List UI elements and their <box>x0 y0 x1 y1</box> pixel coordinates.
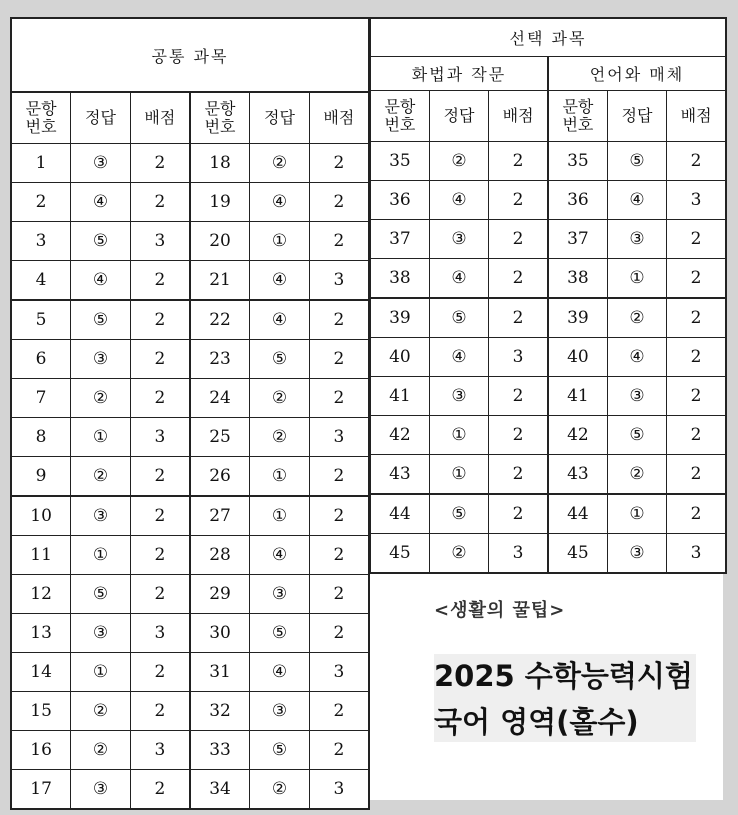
common-title: 공통 과목 <box>11 18 369 92</box>
cell-question-no: 33 <box>190 731 250 770</box>
cell-answer: ② <box>250 144 310 183</box>
cell-answer: ⑤ <box>71 222 131 261</box>
cell-answer: ② <box>607 298 666 338</box>
table-row <box>11 418 369 457</box>
cell-points: 2 <box>309 575 369 614</box>
exam-title-line2: 국어 영역(홀수) <box>434 705 639 739</box>
cell-points: 3 <box>309 653 369 692</box>
cell-points: 2 <box>130 575 190 614</box>
cell-question-no: 5 <box>11 300 71 340</box>
cell-points: 2 <box>130 457 190 497</box>
cell-points: 3 <box>309 770 369 810</box>
cell-points: 2 <box>130 144 190 183</box>
cell-points: 2 <box>309 457 369 497</box>
cell-answer: ③ <box>607 377 666 416</box>
cell-question-no: 14 <box>11 653 71 692</box>
cell-answer: ① <box>71 653 131 692</box>
table-row <box>11 496 369 536</box>
table-row <box>370 494 726 534</box>
table-row <box>11 692 369 731</box>
cell-points: 2 <box>667 259 726 299</box>
cell-question-no: 25 <box>190 418 250 457</box>
cell-points: 3 <box>130 418 190 457</box>
cell-answer: ③ <box>71 144 131 183</box>
cell-question-no: 42 <box>370 416 429 455</box>
cell-answer: ⑤ <box>250 340 310 379</box>
cell-question-no: 18 <box>190 144 250 183</box>
header-question-no: 문항 번호 <box>370 91 429 142</box>
cell-question-no: 23 <box>190 340 250 379</box>
cell-question-no: 10 <box>11 496 71 536</box>
cell-points: 2 <box>667 494 726 534</box>
cell-points: 2 <box>309 496 369 536</box>
cell-question-no: 42 <box>548 416 607 455</box>
cell-answer: ③ <box>429 220 488 259</box>
cell-answer: ③ <box>250 575 310 614</box>
cell-answer: ⑤ <box>250 614 310 653</box>
cell-points: 2 <box>309 379 369 418</box>
cell-question-no: 8 <box>11 418 71 457</box>
cell-points: 3 <box>667 181 726 220</box>
cell-answer: ① <box>607 259 666 299</box>
cell-question-no: 40 <box>370 338 429 377</box>
cell-question-no: 2 <box>11 183 71 222</box>
cell-question-no: 37 <box>548 220 607 259</box>
cell-question-no: 16 <box>11 731 71 770</box>
cell-answer: ② <box>71 731 131 770</box>
cell-question-no: 29 <box>190 575 250 614</box>
table-row <box>11 614 369 653</box>
cell-answer: ⑤ <box>429 298 488 338</box>
cell-points: 2 <box>309 183 369 222</box>
cell-answer: ④ <box>607 181 666 220</box>
cell-question-no: 1 <box>11 144 71 183</box>
cell-answer: ④ <box>250 536 310 575</box>
cell-question-no: 28 <box>190 536 250 575</box>
cell-question-no: 35 <box>370 142 429 181</box>
cell-points: 2 <box>489 259 548 299</box>
cell-points: 2 <box>667 416 726 455</box>
cell-question-no: 13 <box>11 614 71 653</box>
cell-answer: ⑤ <box>429 494 488 534</box>
cell-points: 2 <box>130 340 190 379</box>
header-points: 배점 <box>130 92 190 144</box>
cell-question-no: 38 <box>370 259 429 299</box>
table-row <box>370 338 726 377</box>
exam-title-line1: 2025 수학능력시험 <box>434 659 693 693</box>
cell-question-no: 38 <box>548 259 607 299</box>
header-answer: 정답 <box>250 92 310 144</box>
cell-points: 2 <box>309 340 369 379</box>
subject-speech-writing: 화법과 작문 <box>370 57 548 91</box>
cell-question-no: 17 <box>11 770 71 810</box>
cell-points: 2 <box>489 416 548 455</box>
cell-answer: ① <box>429 416 488 455</box>
header-answer: 정답 <box>607 91 666 142</box>
cell-points: 2 <box>309 536 369 575</box>
table-row <box>370 377 726 416</box>
cell-points: 2 <box>309 614 369 653</box>
table-row <box>370 455 726 495</box>
cell-points: 3 <box>130 731 190 770</box>
header-points: 배점 <box>667 91 726 142</box>
cell-points: 2 <box>130 300 190 340</box>
cell-answer: ④ <box>607 338 666 377</box>
cell-answer: ① <box>250 457 310 497</box>
cell-answer: ① <box>607 494 666 534</box>
table-row <box>11 379 369 418</box>
cell-question-no: 44 <box>370 494 429 534</box>
cell-question-no: 45 <box>370 534 429 574</box>
table-row <box>11 536 369 575</box>
cell-points: 2 <box>130 379 190 418</box>
header-answer: 정답 <box>429 91 488 142</box>
cell-question-no: 27 <box>190 496 250 536</box>
cell-question-no: 34 <box>190 770 250 810</box>
cell-points: 2 <box>667 338 726 377</box>
cell-question-no: 31 <box>190 653 250 692</box>
elective-title-row <box>370 18 726 57</box>
cell-answer: ④ <box>71 183 131 222</box>
cell-question-no: 19 <box>190 183 250 222</box>
cell-points: 2 <box>667 377 726 416</box>
table-row <box>11 653 369 692</box>
cell-points: 3 <box>309 261 369 301</box>
common-header-row <box>11 92 369 144</box>
cell-points: 2 <box>489 142 548 181</box>
cell-points: 2 <box>130 261 190 301</box>
cell-answer: ④ <box>250 261 310 301</box>
cell-points: 2 <box>130 770 190 810</box>
cell-points: 3 <box>130 222 190 261</box>
header-question-no: 문항 번호 <box>548 91 607 142</box>
cell-question-no: 6 <box>11 340 71 379</box>
cell-question-no: 11 <box>11 536 71 575</box>
cell-answer: ③ <box>71 340 131 379</box>
cell-points: 2 <box>309 144 369 183</box>
cell-answer: ③ <box>71 614 131 653</box>
cell-points: 3 <box>489 338 548 377</box>
table-row <box>370 534 726 574</box>
tip-label: <생활의 꿀팁> <box>434 600 566 621</box>
cell-answer: ① <box>250 496 310 536</box>
cell-question-no: 41 <box>548 377 607 416</box>
cell-question-no: 45 <box>548 534 607 574</box>
cell-answer: ⑤ <box>71 575 131 614</box>
cell-points: 3 <box>130 614 190 653</box>
cell-points: 2 <box>309 692 369 731</box>
cell-question-no: 9 <box>11 457 71 497</box>
cell-points: 2 <box>489 494 548 534</box>
cell-answer: ② <box>250 770 310 810</box>
header-answer: 정답 <box>71 92 131 144</box>
table-row <box>370 181 726 220</box>
cell-question-no: 7 <box>11 379 71 418</box>
cell-points: 2 <box>489 455 548 495</box>
cell-question-no: 41 <box>370 377 429 416</box>
cell-answer: ③ <box>71 770 131 810</box>
cell-answer: ⑤ <box>71 300 131 340</box>
cell-answer: ④ <box>429 259 488 299</box>
cell-answer: ③ <box>71 496 131 536</box>
cell-answer: ④ <box>250 300 310 340</box>
table-row <box>370 142 726 181</box>
cell-question-no: 43 <box>370 455 429 495</box>
table-row <box>11 261 369 301</box>
cell-answer: ④ <box>429 338 488 377</box>
cell-question-no: 24 <box>190 379 250 418</box>
cell-points: 2 <box>309 731 369 770</box>
cell-question-no: 15 <box>11 692 71 731</box>
elective-subject-table <box>369 17 727 574</box>
cell-answer: ⑤ <box>607 416 666 455</box>
header-points: 배점 <box>309 92 369 144</box>
cell-answer: ④ <box>250 183 310 222</box>
cell-question-no: 26 <box>190 457 250 497</box>
cell-question-no: 21 <box>190 261 250 301</box>
cell-points: 2 <box>489 181 548 220</box>
header-points: 배점 <box>489 91 548 142</box>
cell-points: 2 <box>667 220 726 259</box>
table-row <box>11 457 369 497</box>
cell-answer: ④ <box>71 261 131 301</box>
cell-question-no: 39 <box>548 298 607 338</box>
cell-question-no: 30 <box>190 614 250 653</box>
cell-question-no: 37 <box>370 220 429 259</box>
elective-title: 선택 과목 <box>370 18 726 57</box>
cell-answer: ③ <box>607 534 666 574</box>
cell-points: 2 <box>667 455 726 495</box>
table-row <box>11 144 369 183</box>
cell-answer: ③ <box>607 220 666 259</box>
table-row <box>370 416 726 455</box>
subject-language-media: 언어와 매체 <box>548 57 726 91</box>
cell-points: 2 <box>130 183 190 222</box>
cell-answer: ⑤ <box>607 142 666 181</box>
cell-points: 2 <box>130 692 190 731</box>
header-question-no: 문항 번호 <box>11 92 71 144</box>
table-row <box>370 259 726 299</box>
cell-points: 2 <box>489 298 548 338</box>
cell-answer: ② <box>71 379 131 418</box>
cell-question-no: 3 <box>11 222 71 261</box>
cell-points: 2 <box>130 536 190 575</box>
cell-question-no: 44 <box>548 494 607 534</box>
cell-question-no: 4 <box>11 261 71 301</box>
cell-points: 3 <box>489 534 548 574</box>
header-question-no: 문항 번호 <box>190 92 250 144</box>
cell-points: 3 <box>667 534 726 574</box>
cell-answer: ④ <box>429 181 488 220</box>
cell-points: 2 <box>489 377 548 416</box>
cell-answer: ④ <box>250 653 310 692</box>
cell-points: 2 <box>667 298 726 338</box>
cell-question-no: 32 <box>190 692 250 731</box>
cell-question-no: 12 <box>11 575 71 614</box>
elective-header-row <box>370 91 726 142</box>
cell-answer: ② <box>250 418 310 457</box>
cell-answer: ② <box>250 379 310 418</box>
cell-answer: ② <box>607 455 666 495</box>
table-row <box>11 770 369 810</box>
cell-answer: ③ <box>250 692 310 731</box>
cell-answer: ② <box>71 457 131 497</box>
cell-answer: ② <box>71 692 131 731</box>
cell-question-no: 39 <box>370 298 429 338</box>
cell-answer: ⑤ <box>250 731 310 770</box>
table-row <box>11 222 369 261</box>
cell-answer: ① <box>250 222 310 261</box>
common-subject-table <box>10 17 370 810</box>
cell-points: 2 <box>489 220 548 259</box>
table-row <box>11 300 369 340</box>
cell-points: 2 <box>309 300 369 340</box>
cell-points: 2 <box>130 496 190 536</box>
cell-answer: ② <box>429 142 488 181</box>
elective-subjects-row <box>370 57 726 91</box>
cell-answer: ① <box>71 418 131 457</box>
cell-question-no: 36 <box>548 181 607 220</box>
cell-answer: ① <box>71 536 131 575</box>
cell-question-no: 20 <box>190 222 250 261</box>
cell-answer: ③ <box>429 377 488 416</box>
cell-points: 2 <box>667 142 726 181</box>
cell-points: 2 <box>130 653 190 692</box>
cell-points: 2 <box>309 222 369 261</box>
cell-points: 3 <box>309 418 369 457</box>
table-row <box>11 731 369 770</box>
cell-answer: ② <box>429 534 488 574</box>
table-row <box>11 575 369 614</box>
cell-question-no: 35 <box>548 142 607 181</box>
table-row <box>370 298 726 338</box>
table-row <box>11 183 369 222</box>
cell-question-no: 36 <box>370 181 429 220</box>
cell-question-no: 40 <box>548 338 607 377</box>
cell-question-no: 43 <box>548 455 607 495</box>
cell-question-no: 22 <box>190 300 250 340</box>
cell-answer: ① <box>429 455 488 495</box>
table-row <box>11 340 369 379</box>
table-row <box>370 220 726 259</box>
